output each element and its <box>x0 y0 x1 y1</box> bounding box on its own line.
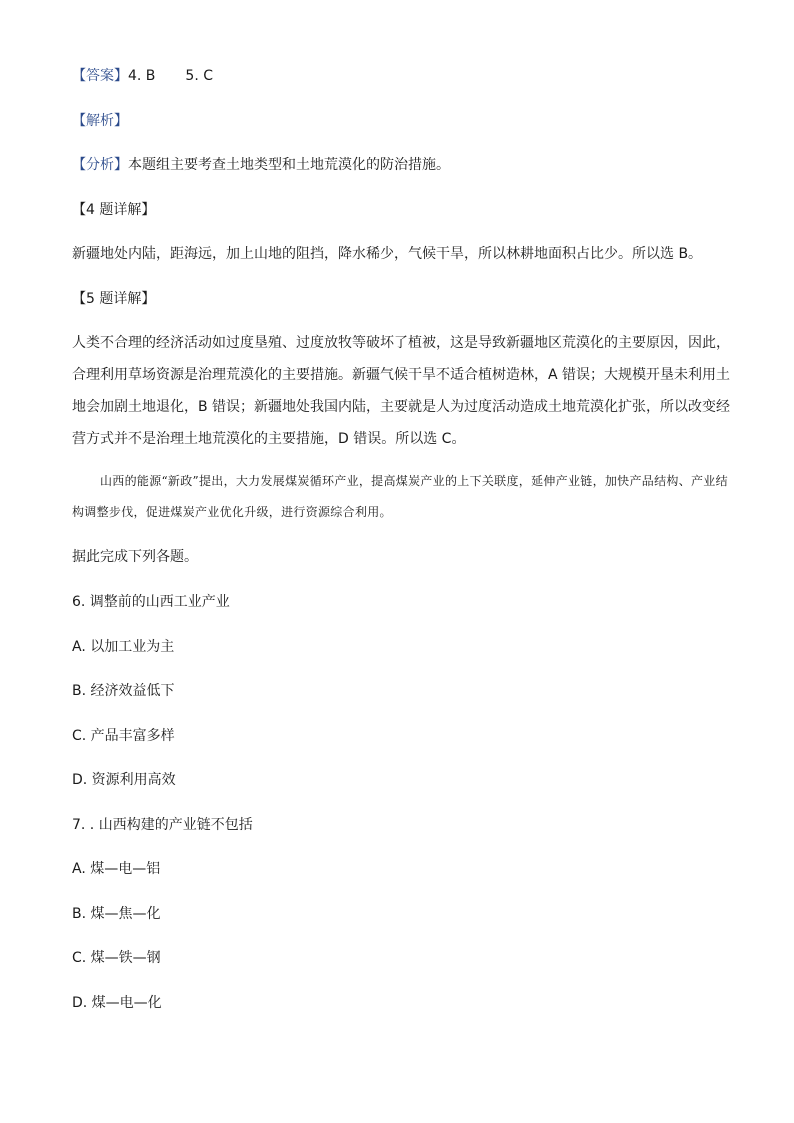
q7-option-a: A. 煤—电—铝 <box>72 861 161 877</box>
q6-option-d: D. 资源利用高效 <box>72 772 176 788</box>
material-passage: 山西的能源“新政”提出，大力发展煤炭循环产业，提高煤炭产业的上下关联度，延伸产业链，加快产品结构、产业结构调整步伐，促进煤炭产业优化升级，进行资源综合利用。 <box>72 474 728 519</box>
overview-line <box>72 155 754 175</box>
analysis-heading: 【解析】 <box>72 113 128 129</box>
q7-option-d: D. 煤—电—化 <box>72 995 162 1011</box>
answer-line <box>72 66 754 86</box>
q7-option-c: C. 煤—铁—钢 <box>72 950 161 966</box>
q6-option-a: A. 以加工业为主 <box>72 639 175 655</box>
overview-tag: 【分析】 <box>72 157 128 173</box>
q6-stem: 6. 调整前的山西工业产业 <box>72 594 230 610</box>
q7-stem: 7. . 山西构建的产业链不包括 <box>72 817 253 833</box>
answer-q5: 5. C <box>185 68 214 84</box>
q4-detail-text: 新疆地处内陆，距海远，加上山地的阻挡，降水稀少，气候干旱，所以林耕地面积占比少。所以选 B。 <box>72 246 703 262</box>
answer-q4: 4. B <box>128 68 156 84</box>
q4-detail-heading: 【4 题详解】 <box>72 202 156 218</box>
q5-detail-heading: 【5 题详解】 <box>72 291 156 307</box>
answer-tag: 【答案】 <box>72 68 128 84</box>
q6-option-b: B. 经济效益低下 <box>72 683 175 699</box>
q5-detail-text: 人类不合理的经济活动如过度垦殖、过度放牧等破坏了植被，这是导致新疆地区荒漠化的主要原因，因此，合理利用草场资源是治理荒漠化的主要措施。新疆气候干旱不适合植树造林，A 错误；大规模开垦未利用土地会加剧土地退化，B 错误；新疆地处我国内陆，主要就是人为过度活动造成土地荒漠化扩张，所以改变经营方式并不是治理土地荒漠化的主要措施，D 错误。所以选 C。 <box>72 335 731 447</box>
overview-text: 本题组主要考查土地类型和土地荒漠化的防治措施。 <box>128 157 450 173</box>
q7-option-b: B. 煤—焦—化 <box>72 906 161 922</box>
q6-option-c: C. 产品丰富多样 <box>72 728 175 744</box>
instruction: 据此完成下列各题。 <box>72 549 198 565</box>
